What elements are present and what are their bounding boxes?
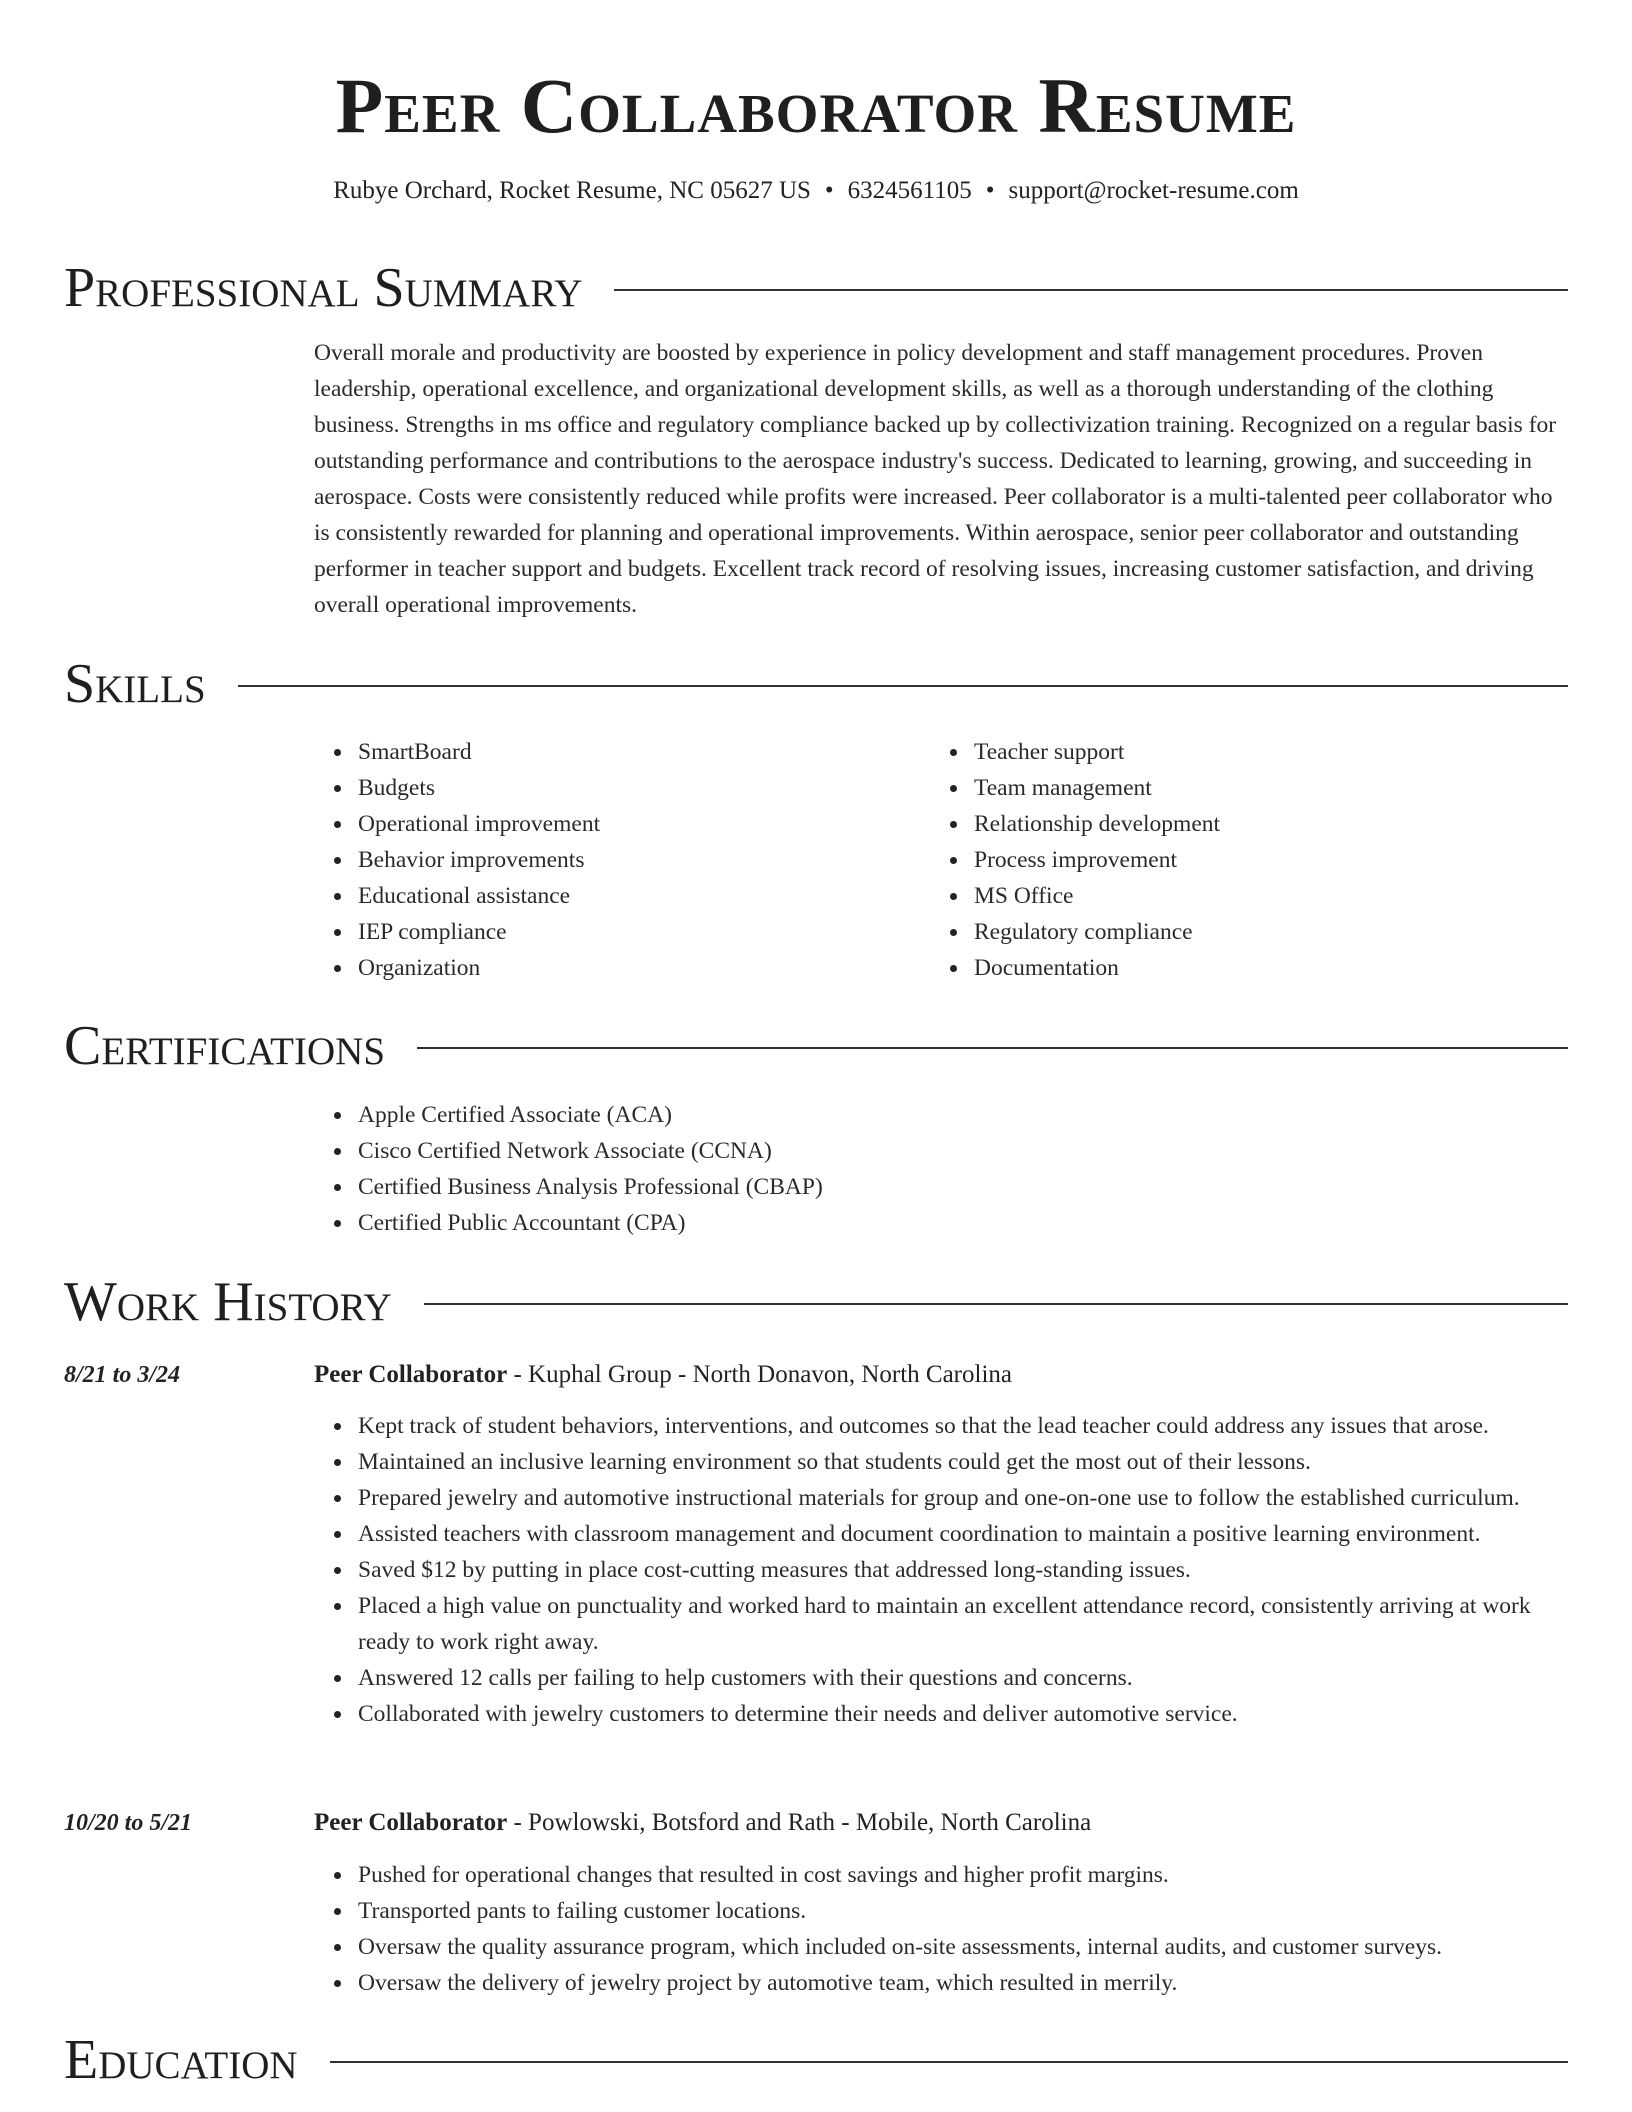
skills-list-right: [930, 734, 1490, 986]
skill-item: Regulatory compliance: [930, 914, 1490, 950]
skill-item: Process improvement: [930, 842, 1490, 878]
skill-item: SmartBoard: [314, 734, 874, 770]
job-bullet: Oversaw the quality assurance program, which included on-site assessments, internal audits, and customer surveys.: [314, 1929, 1568, 1965]
job-employer: - Powlowski, Botsford and Rath - Mobile, North Carolina: [507, 1809, 1092, 1836]
contact-separator: •: [985, 177, 995, 204]
skill-item: Behavior improvements: [314, 842, 874, 878]
job-bullet: Saved $12 by putting in place cost-cutting measures that addressed long-standing issues.: [314, 1552, 1568, 1588]
section-divider: [238, 685, 1568, 687]
section-title-work-history: Work History: [64, 1271, 392, 1333]
section-title-skills: Skills: [64, 653, 206, 715]
skill-item: Documentation: [930, 950, 1490, 986]
job-bullet: Placed a high value on punctuality and worked hard to maintain an excellent attendance record, consistently arriving at work ready to work right away.: [314, 1588, 1568, 1660]
section-header-work-history: [64, 1270, 1568, 1334]
job-bullet: Assisted teachers with classroom management and document coordination to maintain a positive learning environment.: [314, 1516, 1568, 1552]
skill-item: MS Office: [930, 878, 1490, 914]
job-bullet: Oversaw the delivery of jewelry project by automotive team, which resulted in merrily.: [314, 1965, 1568, 2001]
skill-item: Operational improvement: [314, 806, 874, 842]
section-title-education: Education: [64, 2029, 298, 2091]
contact-line: [0, 174, 1632, 208]
job-bullet: Answered 12 calls per failing to help customers with their questions and concerns.: [314, 1660, 1568, 1696]
section-divider: [424, 1303, 1568, 1305]
certification-item: Certified Public Accountant (CPA): [314, 1205, 1568, 1241]
skill-item: Organization: [314, 950, 874, 986]
contact-address: Rubye Orchard, Rocket Resume, NC 05627 US: [333, 177, 811, 204]
contact-email: support@rocket-resume.com: [1008, 177, 1299, 204]
job-bullets: [314, 1857, 1568, 2001]
section-header-summary: [64, 256, 1568, 320]
contact-phone: 6324561105: [847, 177, 972, 204]
job-title-line: [314, 1805, 1568, 1841]
job-dates: 8/21 to 3/24: [64, 1362, 181, 1388]
section-header-certifications: [64, 1014, 1568, 1078]
job-bullets: [314, 1408, 1568, 1732]
job-bullet: Prepared jewelry and automotive instructional materials for group and one-on-one use to follow the established curriculum.: [314, 1480, 1568, 1516]
job-role: Peer Collaborator: [314, 1361, 508, 1388]
skill-item: Budgets: [314, 770, 874, 806]
section-divider: [417, 1047, 1568, 1049]
job-bullet: Collaborated with jewelry customers to determine their needs and deliver automotive service.: [314, 1696, 1568, 1732]
section-divider: [614, 289, 1568, 291]
job-employer: - Kuphal Group - North Donavon, North Carolina: [507, 1361, 1012, 1388]
section-header-skills: [64, 652, 1568, 716]
page-title: Peer Collaborator Resume: [335, 62, 1297, 149]
summary-text: Overall morale and productivity are boosted by experience in policy development and staff management procedures. Proven leadership, operational excellence, and organizational development skills, as well as a thorough understanding of the clothing business. Strengths in ms office and regulatory compliance backed up by collectivization training. Recognized on a regular basis for outstanding performance and contributions to the aerospace industry's success. Dedicated to learning, growing, and succeeding in aerospace. Costs were consistently reduced while profits were increased. Peer collaborator is a multi-talented peer collaborator who is consistently rewarded for planning and operational improvements. Within aerospace, senior peer collaborator and outstanding performer in teacher support and budgets. Excellent track record of resolving issues, increasing customer satisfaction, and driving overall operational improvements.: [314, 340, 1557, 618]
job-dates: 10/20 to 5/21: [64, 1810, 193, 1836]
skill-item: Team management: [930, 770, 1490, 806]
certification-item: Apple Certified Associate (ACA): [314, 1097, 1568, 1133]
job-bullet: Pushed for operational changes that resulted in cost savings and higher profit margins.: [314, 1857, 1568, 1893]
job-bullet: Transported pants to failing customer locations.: [314, 1893, 1568, 1929]
job-bullet: Maintained an inclusive learning environment so that students could get the most out of their lessons.: [314, 1444, 1568, 1480]
section-title-certifications: Certifications: [64, 1015, 386, 1077]
section-divider: [330, 2061, 1568, 2063]
skill-item: Teacher support: [930, 734, 1490, 770]
skill-item: IEP compliance: [314, 914, 874, 950]
certifications-list: [314, 1097, 1568, 1241]
certification-item: Cisco Certified Network Associate (CCNA): [314, 1133, 1568, 1169]
skills-list-left: [314, 734, 874, 986]
certification-item: Certified Business Analysis Professional (CBAP): [314, 1169, 1568, 1205]
skill-item: Relationship development: [930, 806, 1490, 842]
job-title-line: [314, 1357, 1568, 1393]
section-title-summary: Professional Summary: [64, 257, 583, 319]
skill-item: Educational assistance: [314, 878, 874, 914]
job-bullet: Kept track of student behaviors, interventions, and outcomes so that the lead teacher could address any issues that arose.: [314, 1408, 1568, 1444]
contact-separator: •: [824, 177, 834, 204]
section-header-education: [64, 2028, 1568, 2092]
job-role: Peer Collaborator: [314, 1809, 508, 1836]
